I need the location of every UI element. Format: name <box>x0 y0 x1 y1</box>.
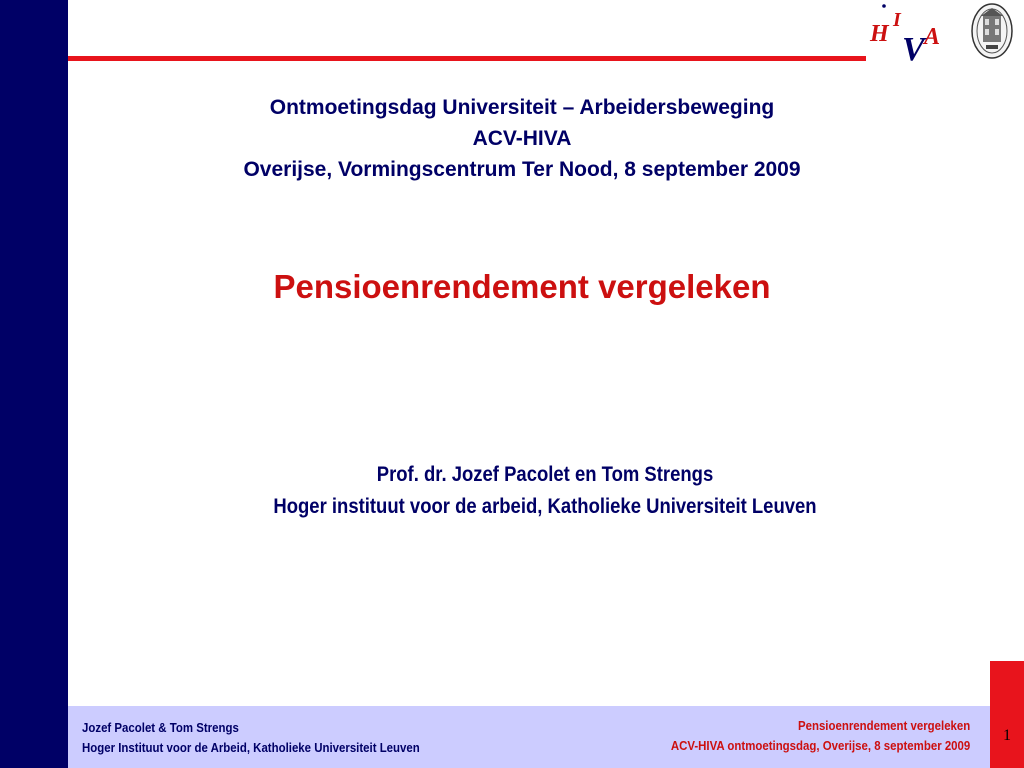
author-names: Prof. dr. Jozef Pacolet en Tom Strengs <box>376 463 714 486</box>
header-divider <box>68 56 866 61</box>
author-block <box>120 459 970 523</box>
event-organizer: ACV-HIVA <box>472 127 572 150</box>
footer-bar <box>68 706 990 768</box>
page-number-box <box>990 661 1024 768</box>
footer-institution: Hoger Instituut voor de Arbeid, Katholieke Universiteit Leuven <box>82 740 420 755</box>
page-number: 1 <box>1003 727 1011 744</box>
author-institution: Hoger instituut voor de arbeid, Katholieke Universiteit Leuven <box>273 495 817 518</box>
hiva-logo-icon <box>866 0 958 68</box>
footer-right <box>671 716 970 756</box>
hiva-letter-i: I <box>893 9 901 31</box>
hiva-letter-a: A <box>924 24 941 50</box>
left-sidebar-bar <box>0 0 68 768</box>
footer-left <box>82 718 420 758</box>
hiva-letter-h: H <box>870 21 889 47</box>
event-location-date: Overijse, Vormingscentrum Ter Nood, 8 september 2009 <box>243 158 801 181</box>
footer-title: Pensioenrendement vergeleken <box>797 718 970 733</box>
ku-leuven-seal-icon <box>970 2 1014 60</box>
event-heading <box>68 92 976 185</box>
slide-title: Pensioenrendement vergeleken <box>273 268 771 305</box>
hiva-letter-v: V <box>902 31 925 68</box>
event-name: Ontmoetingsdag Universiteit – Arbeidersbeweging <box>269 96 775 119</box>
footer-authors: Jozef Pacolet & Tom Strengs <box>82 720 239 735</box>
footer-event: ACV-HIVA ontmoetingsdag, Overijse, 8 september 2009 <box>670 738 970 753</box>
